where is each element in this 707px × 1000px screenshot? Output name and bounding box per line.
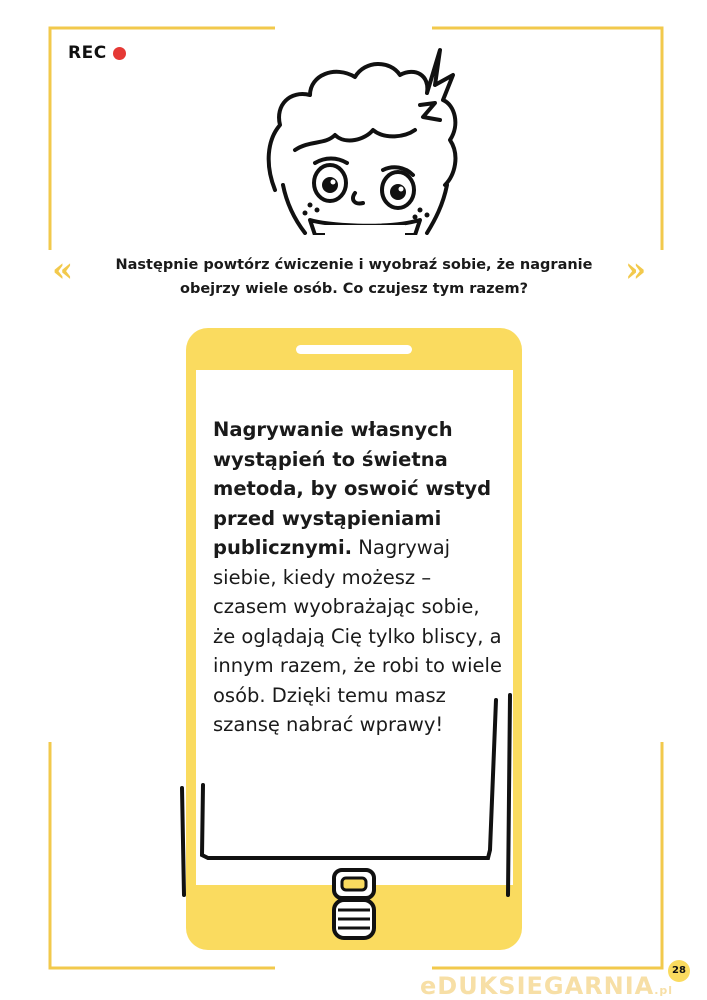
page-number: 28: [668, 960, 690, 982]
open-quote-icon: «: [52, 250, 74, 290]
close-quote-icon: »: [625, 250, 647, 290]
watermark-logo: [420, 972, 673, 1000]
watermark-main: eDUKSIEGARNIA: [420, 972, 655, 1000]
instruction-text: Następnie powtórz ćwiczenie i wyobraź sobie, że nagranie obejrzy wiele osób. Co czujesz tym razem?: [115, 257, 593, 297]
record-dot-icon: [113, 47, 126, 60]
phone-text-regular: Nagrywaj siebie, kiedy możesz – czasem wyobrażając sobie, że oglądają Cię tylko bliscy, a innym razem, że robi to wiele osób. Dzięki temu masz szansę nabrać wprawy!: [213, 536, 502, 736]
phone-text-bold: Nagrywanie własnych wystąpień to świetna metoda, by oswoić wstyd przed wystąpieniami publicznymi.: [213, 418, 492, 559]
watermark-suffix: .pl: [654, 984, 674, 997]
rec-label: REC: [68, 43, 107, 63]
rec-indicator: [68, 43, 126, 63]
cartoon-face-illustration: [255, 45, 470, 235]
phone-speaker: [296, 345, 412, 354]
phone-screen-text: [213, 415, 503, 740]
home-button-icon: [330, 866, 378, 942]
